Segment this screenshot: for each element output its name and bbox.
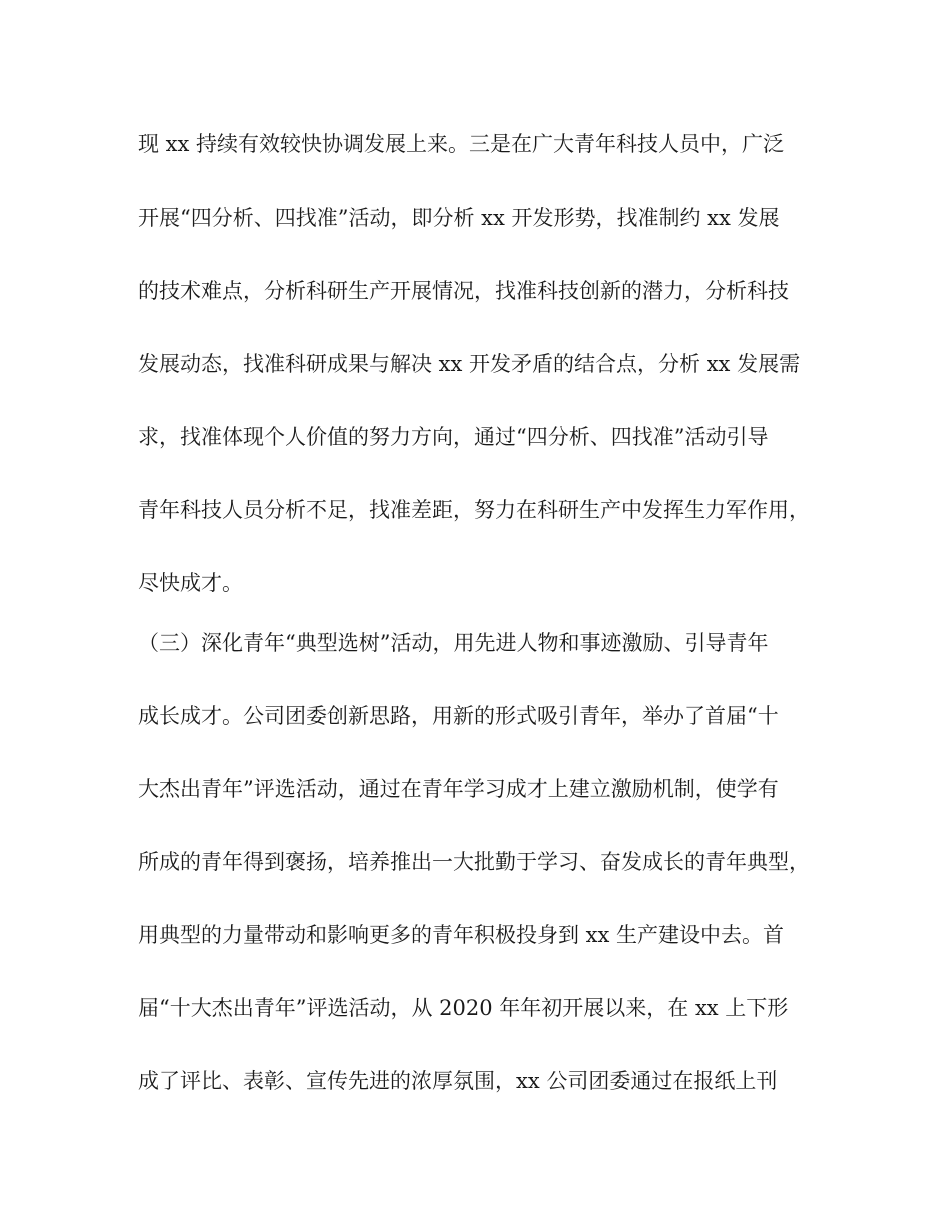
text-line: 青年科技人员分析不足，找准差距，努力在科研生产中发挥生力军作用， xyxy=(138,498,810,522)
text-line: 用典型的力量带动和影响更多的青年积极投身到 xx 生产建设中去。首 xyxy=(138,923,785,947)
text-line: 所成的青年得到褒扬，培养推出一大批勤于学习、奋发成长的青年典型， xyxy=(138,850,810,874)
text-line: 的技术难点，分析科研生产开展情况，找准科技创新的潜力，分析科技 xyxy=(138,279,789,303)
text-line: 求，找准体现个人价值的努力方向，通过“四分析、四找准”活动引导 xyxy=(138,425,769,449)
text-line: 尽快成才。 xyxy=(138,571,243,595)
text-line: 成了评比、表彰、宣传先进的浓厚氛围，xx 公司团委通过在报纸上刊 xyxy=(138,1069,778,1093)
text-line: 发展动态，找准科研成果与解决 xx 开发矛盾的结合点，分析 xx 发展需 xyxy=(138,352,801,376)
text-line: 开展“四分析、四找准”活动，即分析 xx 开发形势，找准制约 xx 发展 xyxy=(138,206,780,230)
text-line: 届“十大杰出青年”评选活动，从 2020 年年初开展以来，在 xx 上下形 xyxy=(138,996,789,1020)
text-line: 大杰出青年”评选活动，通过在青年学习成才上建立激励机制，使学有 xyxy=(138,777,779,801)
section-heading-line: （三）深化青年“典型选树”活动，用先进人物和事迹激励、引导青年 xyxy=(138,631,769,655)
text-line: 成长成才。公司团委创新思路，用新的形式吸引青年，举办了首届“十 xyxy=(138,704,779,728)
text-line: 现 xx 持续有效较快协调发展上来。三是在广大青年科技人员中，广泛 xyxy=(138,132,785,156)
